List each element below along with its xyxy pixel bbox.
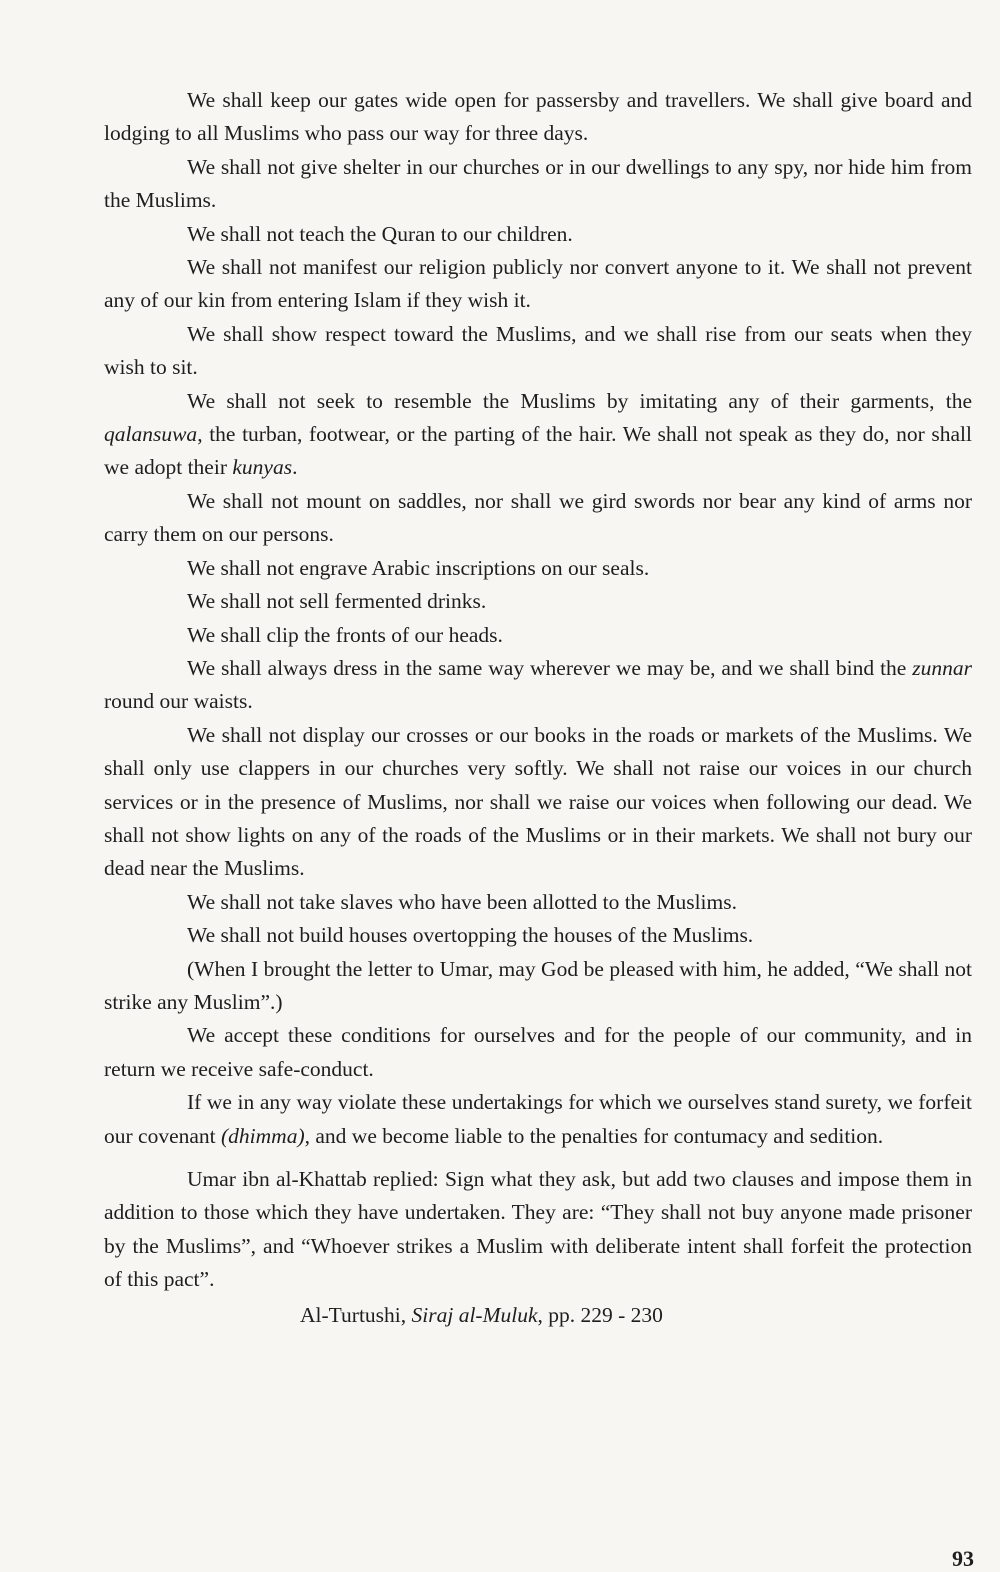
citation-work: Siraj al-Muluk xyxy=(411,1302,538,1327)
page-number: 93 xyxy=(952,1546,974,1571)
paragraph-quran: We shall not teach the Quran to our children. xyxy=(187,221,573,246)
paragraph-heads: We shall clip the fronts of our heads. xyxy=(187,622,503,647)
paragraph-resemble: We shall not seek to resemble the Muslims by imitating any of their garments, the qalansuwa, the turban, footwear, or the parting of the hair. We shall not speak as they do, nor shall we adopt their kunyas. xyxy=(104,388,972,480)
paragraph-drinks: We shall not sell fermented drinks. xyxy=(187,589,487,614)
paragraph-umar-letter: (When I brought the letter to Umar, may God be pleased with him, he added, “We shall not strike any Muslim”.) xyxy=(104,956,972,1014)
paragraph-respect: We shall show respect toward the Muslims, and we shall rise from our seats when they wish to sit. xyxy=(104,321,972,380)
citation xyxy=(104,1299,972,1332)
paragraph-saddles: We shall not mount on saddles, nor shall we gird swords nor bear any kind of arms nor carry them on our persons. xyxy=(104,488,972,547)
paragraph-houses: We shall not build houses overtopping the houses of the Muslims. xyxy=(187,923,754,948)
paragraph-accept: We accept these conditions for ourselves and for the people of our community, and in return we receive safe-conduct. xyxy=(104,1023,972,1081)
paragraph-dress: We shall always dress in the same way wherever we may be, and we shall bind the zunnar round our waists. xyxy=(104,655,972,714)
paragraph-seals: We shall not engrave Arabic inscriptions on our seals. xyxy=(187,555,650,580)
paragraph-violate: If we in any way violate these undertakings for which we ourselves stand surety, we forfeit our covenant (dhimma), and we become liable to the penalties for contumacy and sedition. xyxy=(104,1090,972,1148)
paragraph-shelter: We shall not give shelter in our churches or in our dwellings to any spy, nor hide him from the Muslims. xyxy=(104,154,972,213)
citation-pages: , pp. 229 - 230 xyxy=(537,1302,663,1327)
document-body xyxy=(104,84,972,1332)
paragraph-slaves: We shall not take slaves who have been allotted to the Muslims. xyxy=(187,889,737,914)
paragraph-gates: We shall keep our gates wide open for passersby and travellers. We shall give board and lodging to all Muslims who pass our way for three days. xyxy=(104,88,972,146)
paragraph-crosses: We shall not display our crosses or our books in the roads or markets of the Muslims. We shall only use clappers in our churches very softly. We shall not raise our voices in our church services or in the presence of Muslims, nor shall we raise our voices when following our dead. We shall not show lights on any of the roads of the Muslims or in their markets. We shall not bury our dead near the Muslims. xyxy=(104,722,972,881)
paragraph-religion: We shall not manifest our religion publicly nor convert anyone to it. We shall not prevent any of our kin from entering Islam if they wish it. xyxy=(104,255,972,313)
paragraph-umar-reply: Umar ibn al-Khattab replied: Sign what they ask, but add two clauses and impose them in addition to those which they have undertaken. They are: “They shall not buy anyone made prisoner by the Muslims”, and “Whoever strikes a Muslim with deliberate intent shall forfeit the protection of this pact”. xyxy=(104,1167,972,1292)
citation-author: Al-Turtushi, xyxy=(300,1302,407,1327)
